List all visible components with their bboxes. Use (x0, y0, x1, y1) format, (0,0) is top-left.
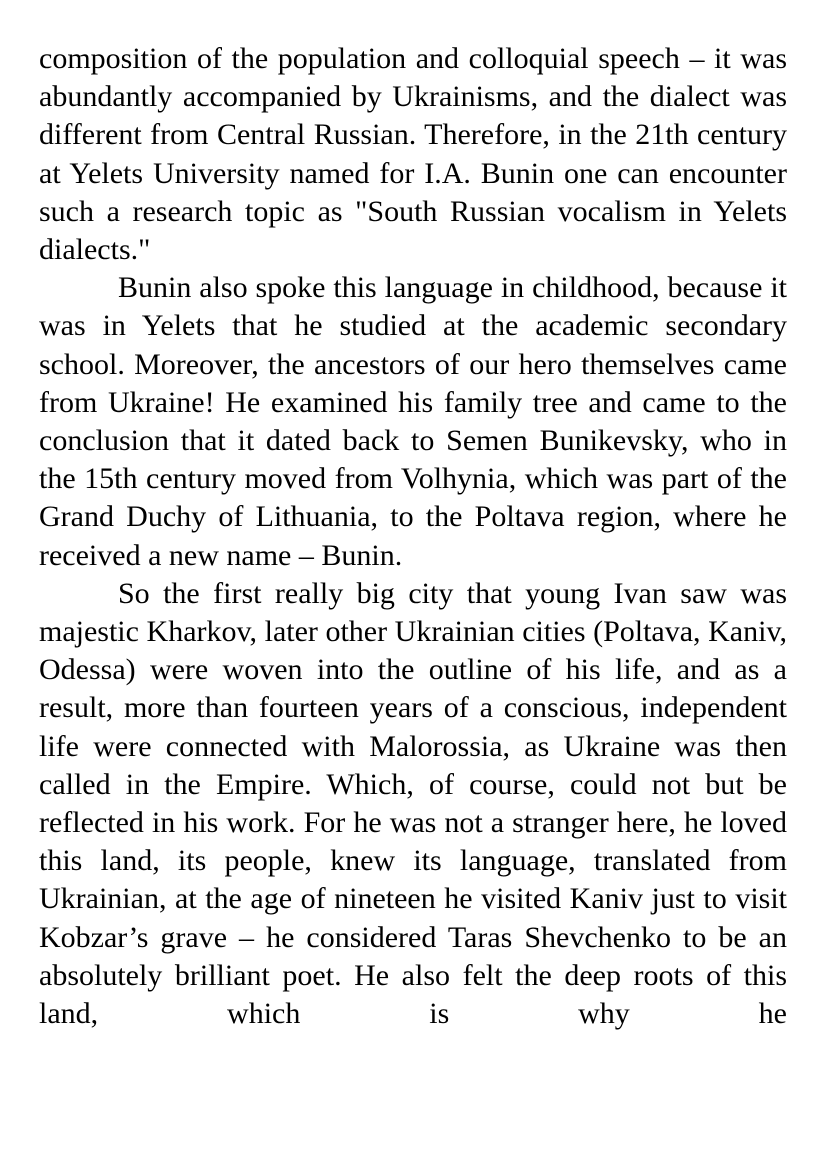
paragraph-3: So the first really big city that young Ivan saw was majestic Kharkov, later other Ukrainian cities (Poltava, Kaniv, Odessa) were woven into the outline of his life, and as a result, more than fourteen years of a conscious, independent life were connected with Malorossia, as Ukraine was then called in the Empire. Which, of course, could not but be reflected in his work. For he was not a stranger here, he loved this land, its people, knew its language, translated from Ukrainian, at the age of nineteen he visited Kaniv just to visit Kobzar’s grave – he considered Taras Shevchenko to be an absolutely brilliant poet. He also felt the deep roots of this land, which is why he (39, 576, 787, 1031)
paragraph-1: composition of the population and colloquial speech – it was abundantly accompanied by Ukrainisms, and the dialect was different from Central Russian. Therefore, in the 21th century at Yelets University named for I.A. Bunin one can encounter such a research topic as "South Russian vocalism in Yelets dialects." (39, 42, 787, 267)
document-page (39, 40, 787, 1033)
paragraph-2: Bunin also spoke this language in childhood, because it was in Yelets that he studied at the academic secondary school. Moreover, the ancestors of our hero themselves came from Ukraine! He examined his family tree and came to the conclusion that it dated back to Semen Bunikevsky, who in the 15th century moved from Volhynia, which was part of the Grand Duchy of Lithuania, to the Poltava region, where he received a new name – Bunin. (39, 271, 787, 572)
